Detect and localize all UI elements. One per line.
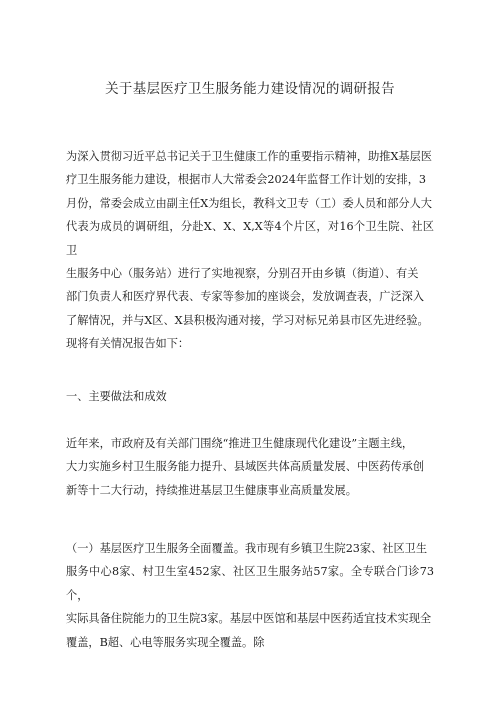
paragraph-line: （一）基层医疗卫生服务全面覆盖。我市现有乡镇卫生院23家、社区卫生: [66, 542, 428, 555]
paragraph-line: 覆盖，B超、心电等服务实现全覆盖。除: [66, 635, 265, 649]
paragraph-line: 代表为成员的调研组，分赴X、X、X,X等4个片区，对16个卫生院、社区卫: [66, 220, 434, 257]
paragraph-line: 了解情况，并与X区、X县积极沟通对接，学习对标兄弟县市区先进经验。: [66, 313, 429, 327]
paragraph-line: 部门负责人和医疗界代表、专家等参加的座谈会，发放调查表，广泛深入: [66, 290, 425, 304]
section-heading: 一、主要做法和成效: [66, 390, 167, 403]
paragraph-line: 月份，常委会成立由副主任X为组长，教科文卫专（工）委人员和部分人大: [66, 196, 432, 210]
coverage-paragraph: [66, 537, 434, 654]
paragraph-line: 服务中心8家、村卫生室452家、社区卫生服务站57家。全专联合门诊73个，: [66, 565, 434, 602]
document-title: 关于基层医疗卫生服务能力建设情况的调研报告: [105, 81, 395, 97]
paragraph-line: 为深入贯彻习近平总书记关于卫生健康工作的重要指示精神，助推X基层医: [66, 150, 432, 163]
paragraph-line: 实际具备住院能力的卫生院3家。基层中医馆和基层中医药适宜技术实现全: [66, 612, 432, 626]
intro-paragraph: [66, 145, 434, 356]
paragraph-line: 大力实施乡村卫生服务能力提升、县域医共体高质量发展、中医药传承创: [66, 460, 425, 474]
paragraph-line: 疗卫生服务能力建设，根据市人大常委会2024年监督工作计划的安排，3: [66, 173, 427, 187]
paragraph-line: 近年来，市政府及有关部门围绕“推进卫生健康现代化建设”主题主线，: [66, 437, 414, 450]
paragraph-line: 新等十二大行动，持续推进基层卫生健康事业高质量发展。: [66, 483, 357, 497]
achievements-paragraph: [66, 432, 434, 502]
paragraph-line: 生服务中心（服务站）进行了实地视察，分别召开由乡镇（街道）、有关: [66, 267, 419, 281]
paragraph-line: 现将有关情况报告如下：: [66, 337, 190, 351]
